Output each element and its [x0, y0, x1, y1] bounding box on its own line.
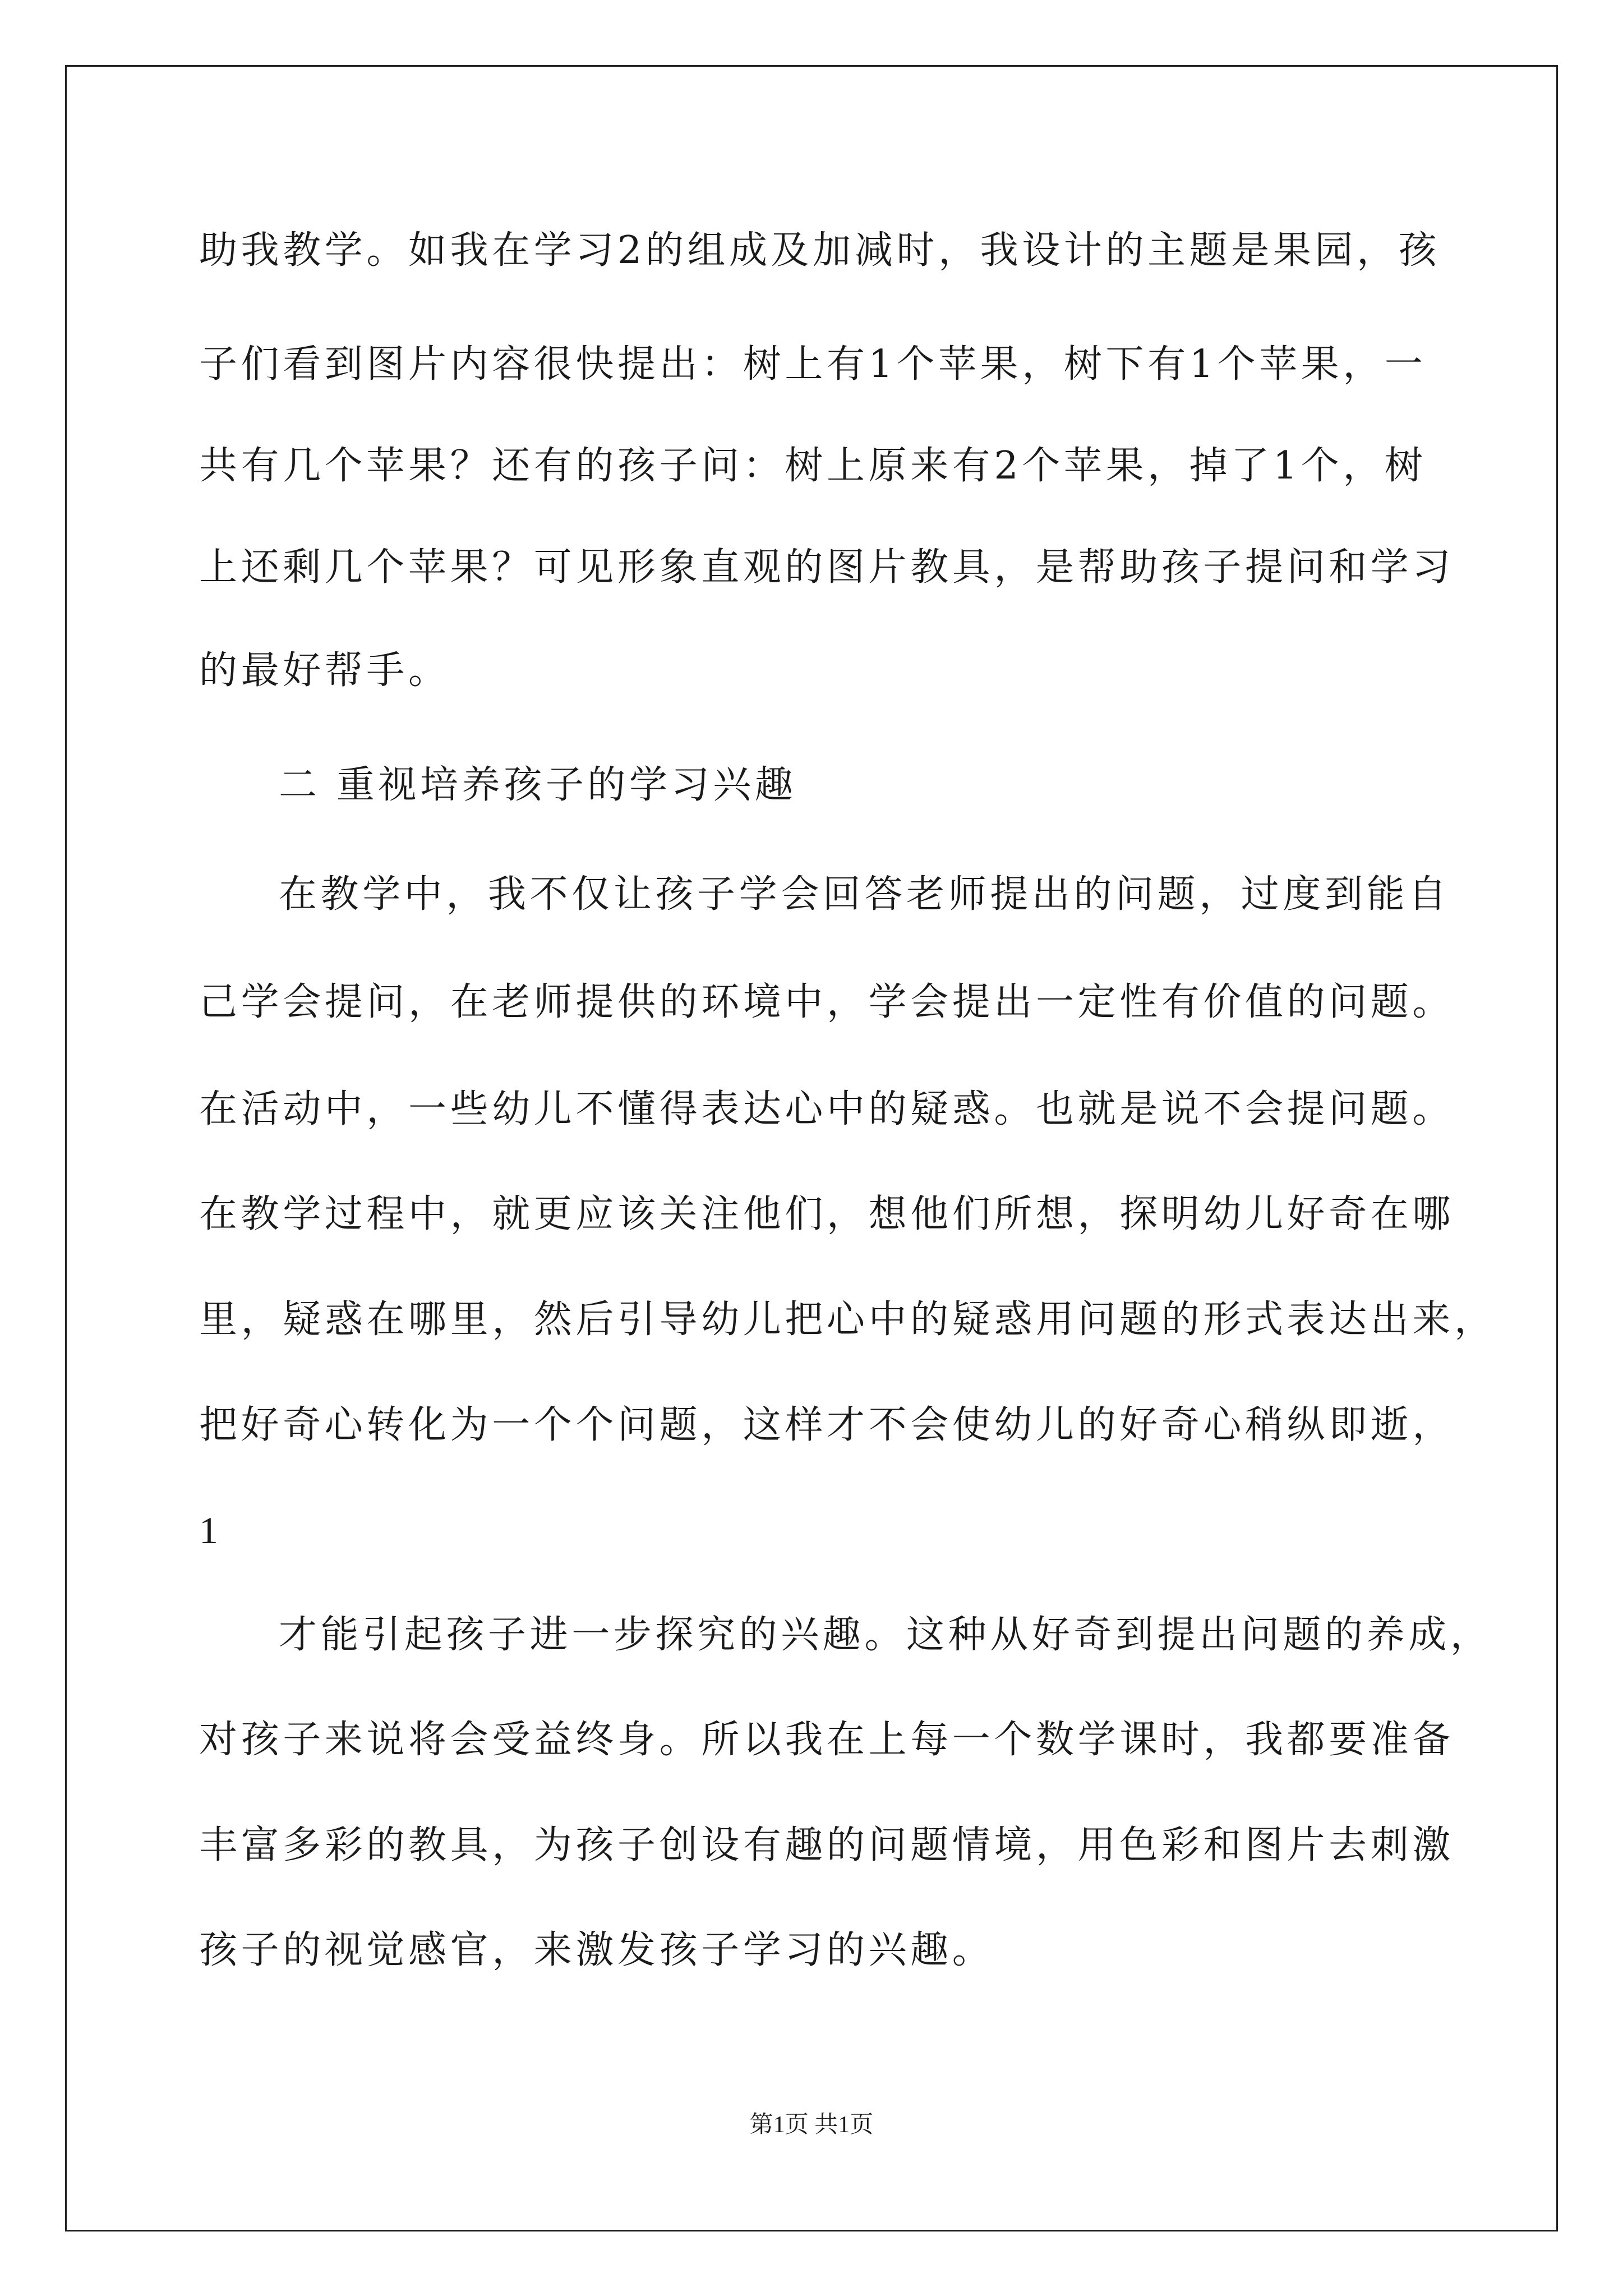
page-border — [65, 65, 1558, 2231]
text-line: 孩子的视觉感官，来激发孩子学习的兴趣。 — [199, 1928, 994, 1972]
page-footer: 第1页 共1页 — [749, 2112, 874, 2138]
text-line: 在活动中，一些幼儿不懂得表达心中的疑惑。也就是说不会提问题。 — [199, 1087, 1455, 1131]
text-line: 己学会提问，在老师提供的环境中，学会提出一定性有价值的问题。 — [199, 980, 1455, 1024]
text-line: 在教学中，我不仅让孩子学会回答老师提出的问题，过度到能自 — [279, 872, 1450, 917]
text-line: 才能引起孩子进一步探究的兴趣。这种从好奇到提出问题的养成， — [279, 1613, 1492, 1657]
text-line: 丰富多彩的教具，为孩子创设有趣的问题情境，用色彩和图片去刺激 — [199, 1823, 1455, 1867]
text-line: 上还剩几个苹果？可见形象直观的图片教具，是帮助孩子提问和学习 — [199, 545, 1455, 590]
text-line: 共有几个苹果？还有的孩子问：树上原来有2个苹果，掉了1个，树 — [199, 444, 1427, 488]
text-line: 对孩子来说将会受益终身。所以我在上每一个数学课时，我都要准备 — [199, 1718, 1455, 1762]
inline-page-number: 1 — [199, 1509, 222, 1552]
text-line: 子们看到图片内容很快提出：树上有1个苹果，树下有1个苹果，一 — [199, 342, 1427, 386]
text-line: 里，疑惑在哪里，然后引导幼儿把心中的疑惑用问题的形式表达出来， — [199, 1297, 1496, 1342]
text-line: 把好奇心转化为一个个问题，这样才不会使幼儿的好奇心稍纵即逝， — [199, 1403, 1455, 1447]
text-line: 的最好帮手。 — [199, 648, 450, 693]
text-line: 助我教学。如我在学习2的组成及加减时，我设计的主题是果园，孩 — [199, 228, 1441, 273]
section-heading: 二 重视培养孩子的学习兴趣 — [279, 763, 797, 807]
text-line: 在教学过程中，就更应该关注他们，想他们所想，探明幼儿好奇在哪 — [199, 1192, 1455, 1236]
